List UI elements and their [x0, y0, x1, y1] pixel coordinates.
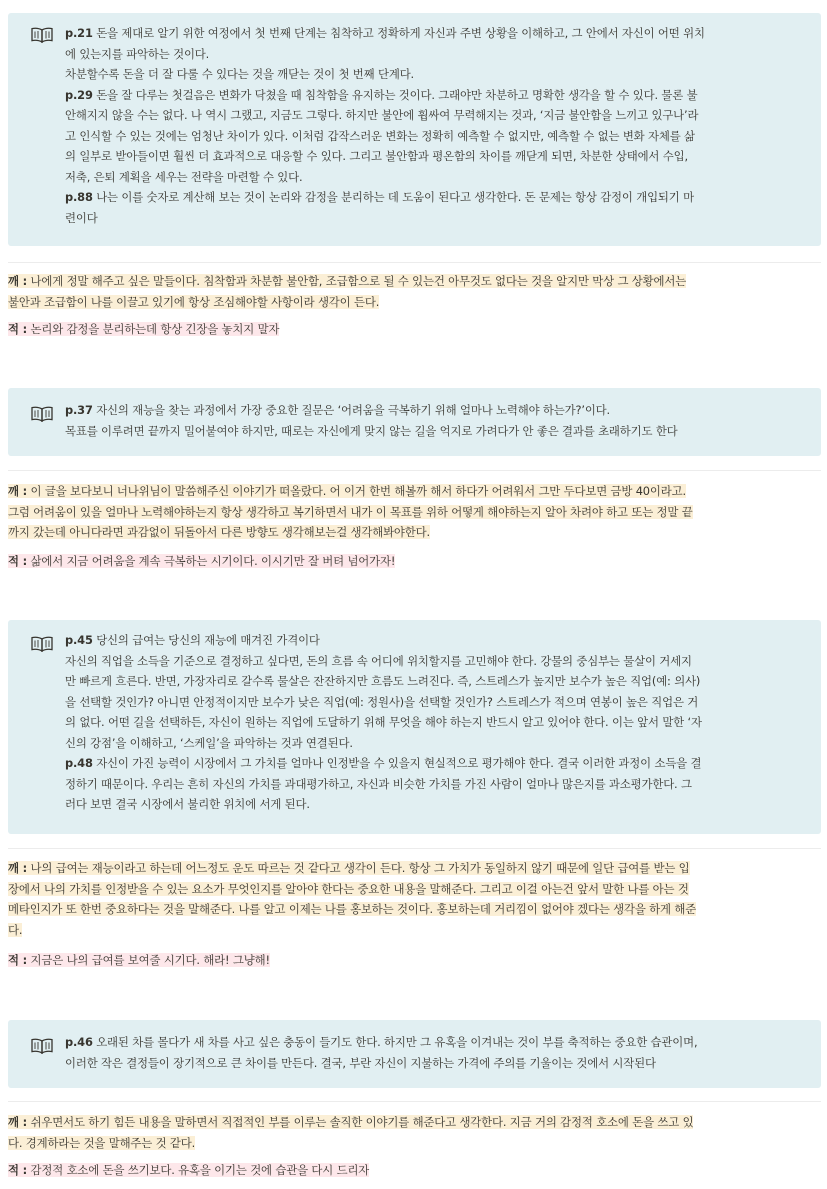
quote-line: 의 없다. 어떤 길을 선택하든, 자신이 원하는 직업에 도달하기 위해 무엇을 해야 하는지 반드시 알고 있어야 한다. 이는 앞서 말한 ‘자 [65, 715, 702, 729]
quote-line: 을 선택할 것인가? 아니면 안정적이지만 보수가 낮은 직업(예: 정원사)을 선택할 것인가? 스트레스가 적으며 연봉이 높은 직업은 거 [65, 694, 699, 709]
insight-note [8, 481, 821, 543]
quote-callout [8, 620, 821, 834]
quote-line: 에 있는지를 파악하는 것이다. [65, 46, 210, 61]
page-ref: p.48 [65, 756, 93, 770]
action-label: 적 : [8, 554, 28, 568]
quote-line: 자신의 직업을 소득을 기준으로 결정하고 싶다면, 돈의 흐름 속 어디에 위치할지를 고민해야 한다. 강물의 중심부는 물살이 거세지 [65, 653, 692, 668]
quote-callout [8, 388, 821, 456]
quote-text [65, 23, 799, 228]
insight-text: 다. [8, 922, 23, 937]
quote-line: 고 인식할 수 있는 것에는 엄청난 차이가 있다. 이처럼 갑작스러운 변화는 정확히 예측할 수 없지만, 예측할 수 없는 변화 자체를 삶 [65, 128, 695, 143]
insight-text: 쉬우면서도 하기 힘든 내용을 말하면서 직접적인 부를 이루는 솔직한 이야기를 해준다고 생각한다. 지금 거의 감정적 호소에 돈을 쓰고 있 [27, 1115, 694, 1129]
page-ref: p.21 [65, 26, 93, 40]
action-text: 논리와 감정을 분리하는데 항상 긴장을 놓치지 말자 [27, 322, 280, 336]
page-ref: p.29 [65, 87, 93, 102]
quote-line: 러다 보면 결국 시장에서 불리한 위치에 서게 된다. [65, 797, 310, 811]
insight-label: 깨 : [8, 274, 28, 288]
action-text: 삶에서 지금 어려움을 계속 극복하는 시기이다. 이시기만 잘 버텨 넘어가자! [27, 554, 396, 568]
divider [8, 470, 821, 471]
insight-text: 메타인지가 또 한번 중요하다는 것을 말해준다. 나를 알고 이제는 나를 홍보하는 것이다. 홍보하는데 거리낌이 없어야 겠다는 생각을 하게 해준 [8, 902, 697, 916]
open-book-icon [30, 1038, 54, 1054]
quote-line: p.48 자신이 가진 능력이 시장에서 그 가치를 얼마나 인정받을 수 있을지 현실적으로 평가해야 한다. 결국 이러한 과정이 소득을 결 [65, 756, 702, 770]
quote-text [65, 398, 799, 441]
quote-line: 안해지지 않을 수는 없다. 나 역시 그랬고, 지금도 그렇다. 하지만 불안에 휩싸여 무력해지는 것과, ‘지금 불안함을 느끼고 있구나’라 [65, 108, 699, 122]
insight-text: 다. 경계하라는 것을 말해주는 것 같다. [8, 1135, 196, 1150]
quote-line: p.45 당신의 급여는 당신의 재능에 매겨진 가격이다 [65, 633, 320, 647]
page-ref: p.46 [65, 1035, 93, 1049]
action-note [8, 1160, 821, 1181]
quote-callout [8, 13, 821, 246]
quote-line: p.29 돈을 잘 다루는 첫걸음은 변화가 닥쳤을 때 침착함을 유지하는 것이다. 그래야만 차분하고 명확한 생각을 할 수 있다. 물론 불 [65, 87, 698, 102]
open-book-icon [30, 27, 54, 43]
open-book-icon [30, 636, 54, 652]
divider [8, 848, 821, 849]
quote-line: p.21 돈을 제대로 알기 위한 여정에서 첫 번째 단계는 침착하고 정확하게 자신과 주변 상황을 이해하고, 그 안에서 자신이 어떤 위치 [65, 26, 705, 40]
quote-line: 의 일부로 받아들이면 훨씬 더 효과적으로 대응할 수 있다. 그리고 불안함과 평온함의 차이를 깨닫게 되면, 차분한 상태에서 수입, [65, 149, 688, 163]
insight-label: 깨 : [8, 1115, 28, 1129]
action-note [8, 950, 821, 971]
action-label: 적 : [8, 953, 28, 967]
action-note [8, 551, 821, 572]
insight-text: 나에게 정말 해주고 싶은 말들이다. 침착함과 차분함 불안함, 조급함으로 될 수 있는건 아무것도 없다는 것을 알지만 막상 그 상황에서는 [27, 274, 687, 288]
quote-callout [8, 1020, 821, 1088]
page-ref: p.88 [65, 190, 93, 204]
quote-line: p.88 나는 이를 숫자로 계산해 보는 것이 논리와 감정을 분리하는 데 도움이 된다고 생각한다. 돈 문제는 항상 감정이 개입되기 마 [65, 190, 694, 204]
page-ref: p.45 [65, 633, 93, 647]
page-ref: p.37 [65, 403, 93, 417]
insight-note [8, 858, 821, 940]
action-label: 적 : [8, 322, 28, 336]
insight-note [8, 271, 821, 312]
action-label: 적 : [8, 1163, 28, 1177]
insight-text: 불안과 조급함이 나를 이끌고 있기에 항상 조심해야할 사항이라 생각이 든다. [8, 294, 380, 309]
divider [8, 1101, 821, 1102]
quote-line: 련이다 [65, 210, 98, 225]
action-text: 지금은 나의 급여를 보여줄 시기다. 해라! 그냥해! [27, 953, 270, 967]
divider [8, 262, 821, 263]
action-text: 감정적 호소에 돈을 쓰기보다. 유혹을 이기는 것에 습관을 다시 드리자 [27, 1163, 370, 1177]
quote-line: p.37 자신의 재능을 찾는 과정에서 가장 중요한 질문은 ‘어려움을 극복하기 위해 얼마나 노력해야 하는가?’이다. [65, 403, 611, 417]
insight-text: 장에서 나의 가치를 인정받을 수 있는 요소가 무엇인지를 알아야 한다는 중요한 내용을 말해준다. 그리고 이걸 아는건 앞서 말한 나를 아는 것 [8, 881, 689, 896]
insight-label: 깨 : [8, 484, 28, 498]
quote-text [65, 630, 799, 815]
quote-line: 차분할수록 돈을 더 잘 다룰 수 있다는 것을 깨닫는 것이 첫 번째 단계다. [65, 67, 415, 81]
quote-line: 신의 강점’을 이해하고, ‘스케일’을 파악하는 것과 연결된다. [65, 735, 353, 750]
insight-text: 그럼 어려움이 있을 얼마나 노력해야하는지 항상 생각하고 복기하면서 내가 이 목표를 위하 어떻게 해야하는지 알아 차려야 하고 또는 정말 끝 [8, 504, 693, 519]
quote-line: 저축, 은퇴 계획을 세우는 전략을 마련할 수 있다. [65, 169, 303, 184]
quote-line: 만 빠르게 흐른다. 반면, 가장자리로 갈수록 물살은 잔잔하지만 흐름도 느려진다. 즉, 스트레스가 높지만 보수가 높은 직업(예: 의사) [65, 674, 701, 688]
open-book-icon [30, 406, 54, 422]
insight-text: 까지 갔는데 아니다라면 과감없이 뒤돌아서 다른 방향도 생각해보는걸 생각해봐야한다. [8, 525, 430, 539]
quote-line: 정하기 때문이다. 우리는 흔히 자신의 가치를 과대평가하고, 자신과 비슷한 가치를 가진 사람이 얼마나 많은지를 과소평가한다. 그 [65, 776, 692, 791]
insight-label: 깨 : [8, 861, 28, 875]
quote-line: 이러한 작은 결정들이 장기적으로 큰 차이를 만든다. 결국, 부란 자신이 지불하는 가격에 주의를 기울이는 것에서 시작된다 [65, 1055, 656, 1070]
insight-text: 이 글을 보다보니 너나위님이 말씀해주신 이야기가 떠올랐다. 어 이거 한번 해볼까 해서 하다가 어려워서 그만 두다보면 금방 40이라고. [27, 484, 686, 498]
quote-line: 목표를 이루려면 끝까지 밀어붙여야 하지만, 때로는 자신에게 맞지 않는 길을 억지로 가려다가 안 좋은 결과를 초래하기도 한다 [65, 423, 678, 438]
insight-text: 나의 급여는 재능이라고 하는데 어느정도 운도 따르는 것 같다고 생각이 든다. 항상 그 가치가 동일하지 않기 때문에 일단 급여를 받는 입 [27, 861, 690, 875]
insight-note [8, 1112, 821, 1153]
quote-text [65, 1030, 799, 1073]
quote-line: p.46 오래된 차를 몰다가 새 차를 사고 싶은 충동이 들기도 한다. 하지만 그 유혹을 이겨내는 것이 부를 축적하는 중요한 습관이며, [65, 1035, 698, 1049]
action-note [8, 319, 821, 340]
